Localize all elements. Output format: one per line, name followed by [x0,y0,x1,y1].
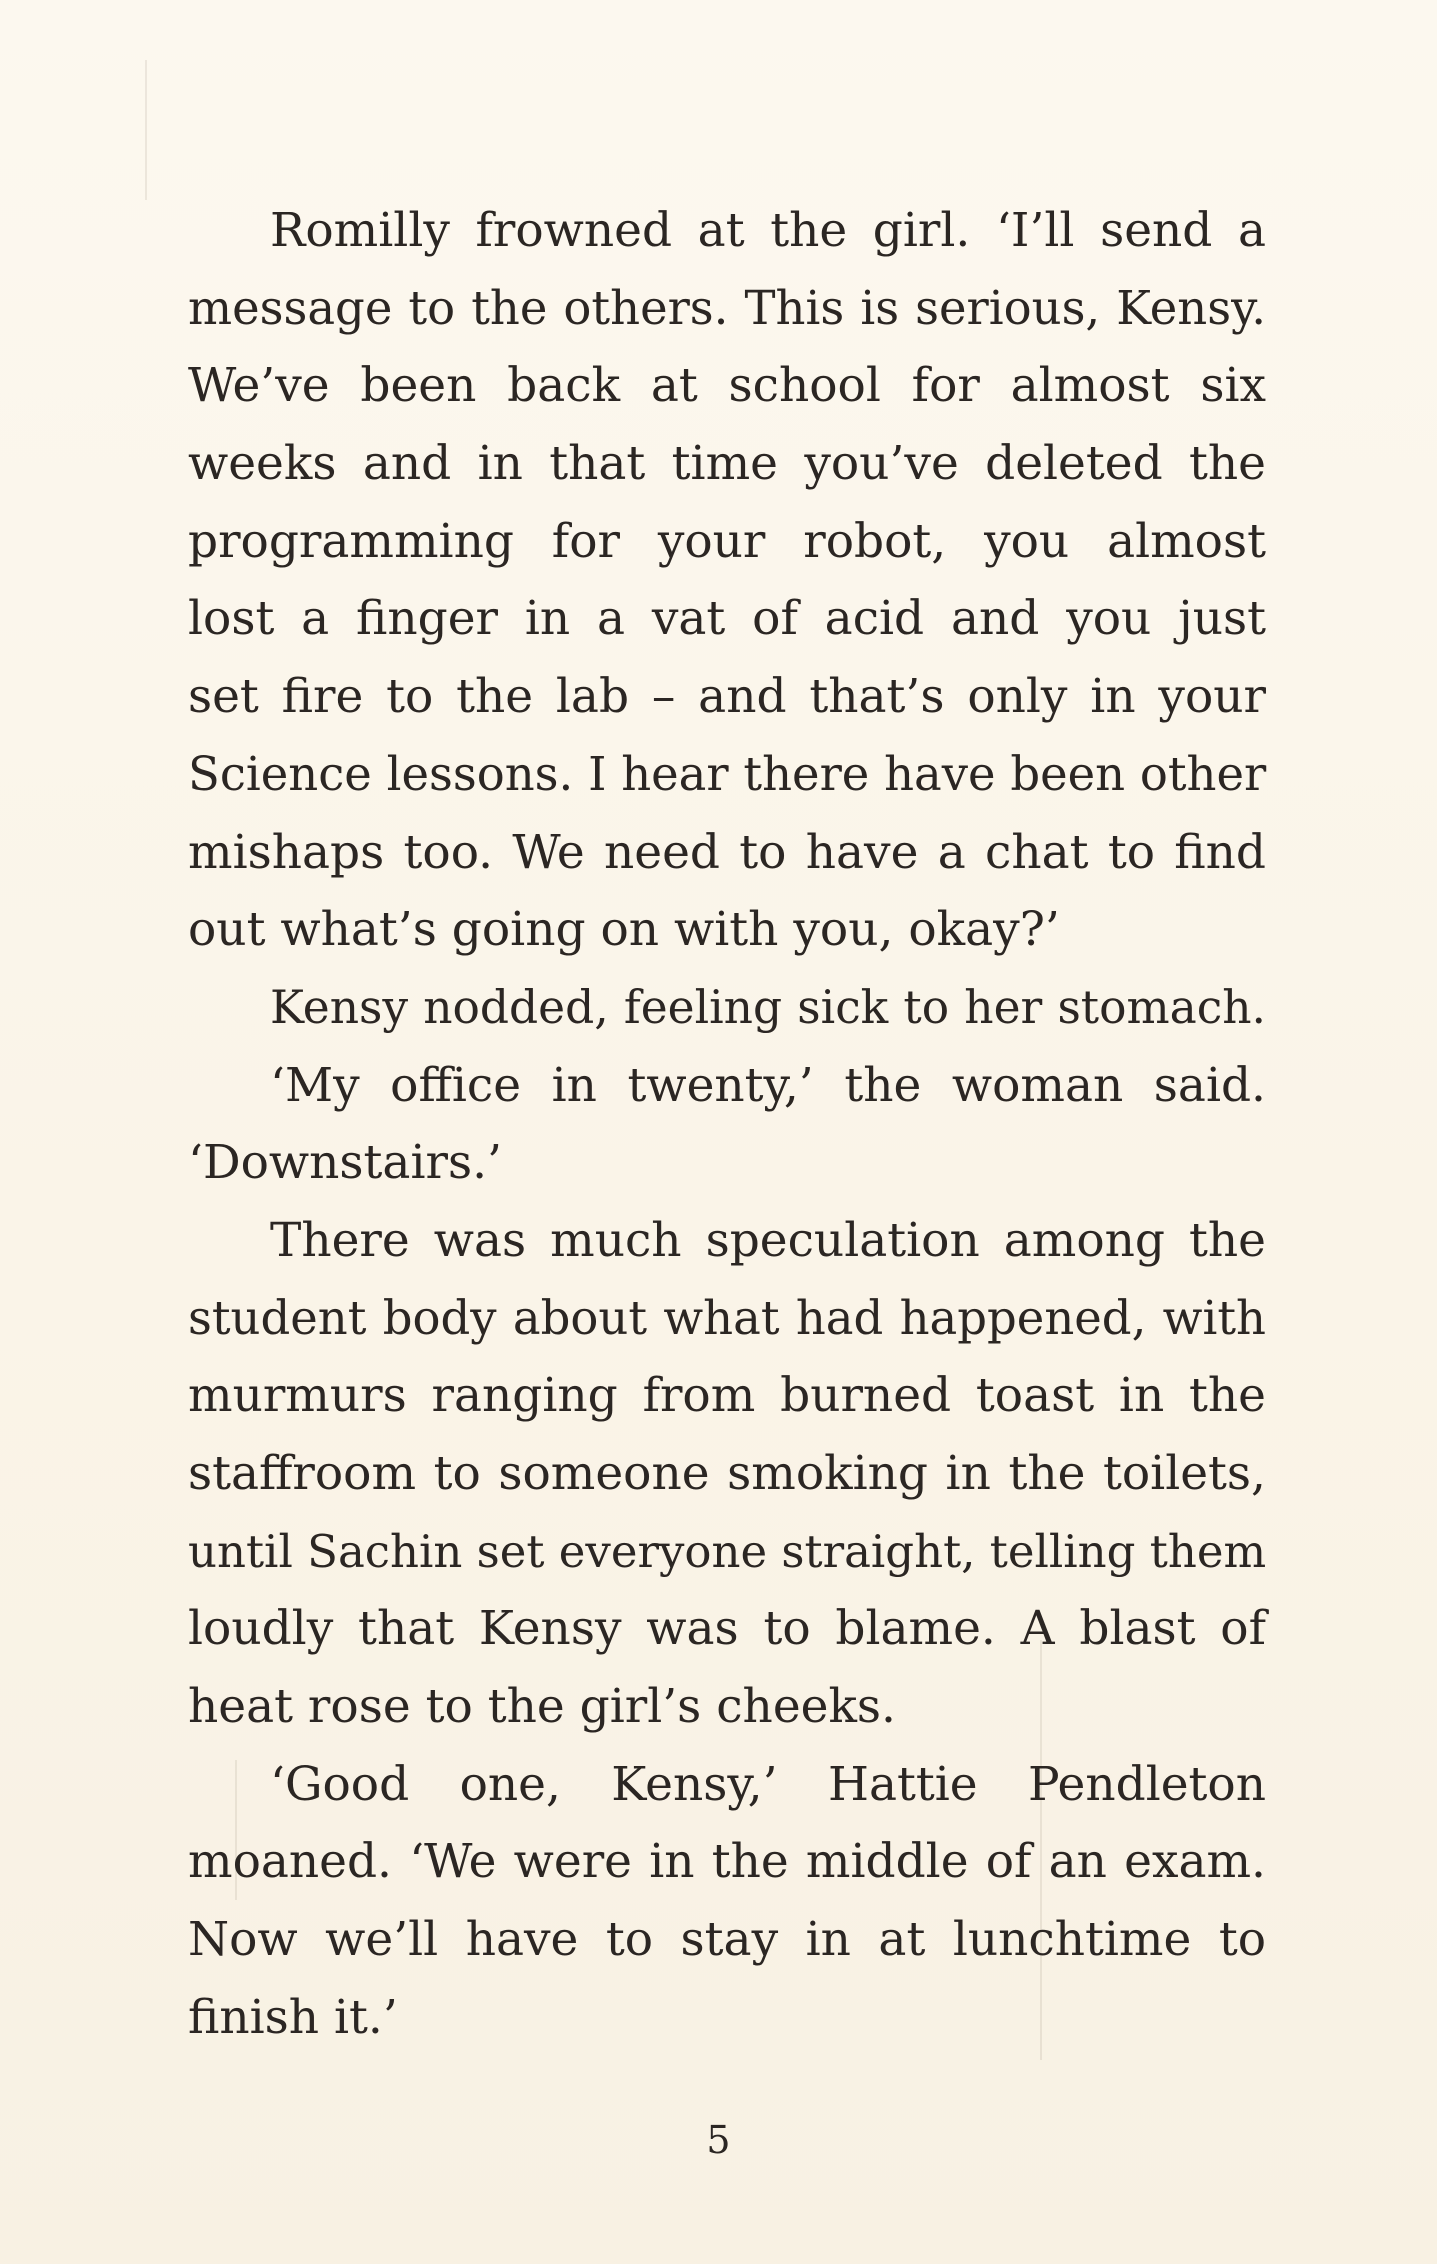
text-line: ‘Good one, Kensy,’ Hattie Pendleton [270,1756,1266,1812]
text-line: out what’s going on with you, okay?’ [188,902,1060,958]
body-text [188,192,1266,2057]
text-line: heat rose to the girl’s cheeks. [188,1679,896,1735]
text-line: moaned. ‘We were in the middle of an exam. [188,1834,1266,1890]
text-line: murmurs ranging from burned toast in the [188,1368,1266,1424]
text-line: Romilly frowned at the girl. ‘I’ll send a [270,203,1266,258]
text-line: set fire to the lab – and that’s only in your [188,669,1266,725]
text-line: lost a finger in a vat of acid and you just [188,591,1266,647]
text-line: Kensy nodded, feeling sick to her stomach. [270,980,1266,1034]
text-line: programming for your robot, you almost [188,513,1266,569]
text-line: We’ve been back at school for almost six [188,358,1266,414]
text-line: ‘My office in twenty,’ the woman said. [270,1057,1266,1113]
text-line: staffroom to someone smoking in the toilets, [188,1446,1266,1501]
text-line: finish it.’ [188,1989,398,2045]
show-through-mark [145,60,147,200]
text-line: student body about what had happened, with [188,1290,1266,1345]
text-line: There was much speculation among the [270,1212,1266,1268]
text-line: weeks and in that time you’ve deleted the [188,436,1266,492]
text-line: until Sachin set everyone straight, telling them [188,1524,1267,1578]
text-line: loudly that Kensy was to blame. A blast of [188,1601,1266,1657]
text-line: Science lessons. I hear there have been other [188,746,1267,801]
text-line: ‘Downstairs.’ [188,1135,502,1191]
text-line: mishaps too. We need to have a chat to find [188,824,1266,880]
page-number: 5 [706,2118,731,2162]
text-line: Now we’ll have to stay in at lunchtime to [188,1912,1266,1968]
text-line: message to the others. This is serious, Kensy. [188,280,1266,335]
